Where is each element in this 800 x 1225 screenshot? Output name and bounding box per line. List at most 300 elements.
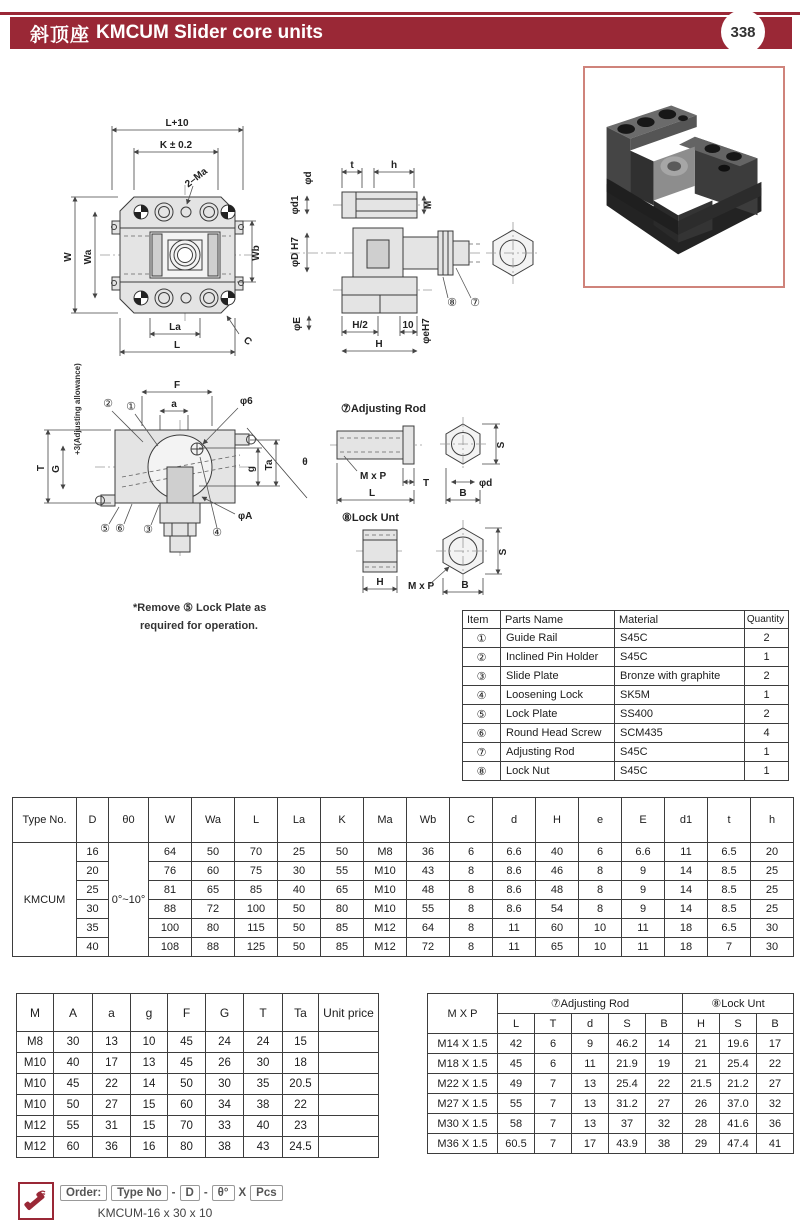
column-header: d — [493, 798, 536, 843]
table-cell: 50 — [278, 938, 321, 957]
table-cell: 100 — [235, 900, 278, 919]
dim-label-dh7: φD H7 — [290, 237, 301, 267]
adjusting-allowance-note: +3(Adjusting allowance) — [73, 363, 82, 455]
column-header: T — [535, 1014, 572, 1034]
dim-label-wb: Wb — [251, 245, 262, 261]
table-cell: M30 X 1.5 — [428, 1114, 498, 1134]
table-cell: 8.6 — [493, 862, 536, 881]
table-cell: M12 — [17, 1137, 54, 1158]
table-cell: M10 — [17, 1053, 54, 1074]
dim-label-tcap: T — [36, 464, 47, 472]
table-cell: 50 — [278, 919, 321, 938]
dim-label-nut-h: H — [376, 577, 384, 588]
table-cell: ③ — [463, 667, 501, 686]
technical-drawings — [0, 55, 580, 640]
table-cell: 18 — [665, 919, 708, 938]
column-header: G — [206, 994, 244, 1032]
table-cell: Slide Plate — [501, 667, 615, 686]
order-format-row — [60, 1185, 283, 1201]
table-cell: 38 — [206, 1137, 244, 1158]
table-cell: 49 — [498, 1074, 535, 1094]
table-cell: 81 — [149, 881, 192, 900]
table-cell: 6 — [535, 1034, 572, 1054]
table-row — [463, 667, 789, 686]
table-cell: 50 — [192, 843, 235, 862]
column-header: d1 — [665, 798, 708, 843]
column-header: Material — [615, 611, 745, 629]
table-cell: 30 — [751, 938, 794, 957]
dim-label-k: K ± 0.2 — [159, 140, 193, 151]
column-header: W — [149, 798, 192, 843]
callout-2: ② — [103, 398, 113, 410]
table-cell: 8 — [450, 900, 493, 919]
table-cell: M12 — [17, 1116, 54, 1137]
table-cell: 50 — [54, 1095, 93, 1116]
table-cell: S45C — [615, 762, 745, 781]
table-cell: 22 — [757, 1054, 794, 1074]
table-cell: 16 — [131, 1137, 168, 1158]
table-cell: 9 — [572, 1034, 609, 1054]
table-cell: 45 — [168, 1053, 206, 1074]
table-cell: 13 — [93, 1032, 131, 1053]
table-cell: 17 — [93, 1053, 131, 1074]
table-cell: M8 — [17, 1032, 54, 1053]
table-cell: 32 — [757, 1094, 794, 1114]
table-cell: 10 — [579, 938, 622, 957]
table-cell: ① — [463, 629, 501, 648]
table-cell: 36 — [93, 1137, 131, 1158]
table-cell: 60 — [168, 1095, 206, 1116]
table-cell: 10 — [131, 1032, 168, 1053]
table-row — [463, 629, 789, 648]
column-header: B — [757, 1014, 794, 1034]
table-cell: 8.5 — [708, 862, 751, 881]
table-cell: 13 — [131, 1053, 168, 1074]
table-cell: 1 — [745, 686, 789, 705]
table-cell: 6 — [579, 843, 622, 862]
table-cell: 11 — [665, 843, 708, 862]
table-cell: 8 — [579, 900, 622, 919]
table-cell: 1 — [745, 743, 789, 762]
table-cell-span: KMCUM — [13, 843, 77, 957]
dim-label-h2: H/2 — [352, 320, 368, 331]
side-view-drawing — [36, 363, 308, 558]
table-row — [463, 762, 789, 781]
table-cell: 25 — [751, 900, 794, 919]
table-cell: 27 — [93, 1095, 131, 1116]
table-cell: 16 — [77, 843, 109, 862]
dim-label-h: h — [390, 160, 398, 171]
order-separator: X — [238, 1187, 247, 1199]
table-cell: 80 — [168, 1137, 206, 1158]
table-cell: 11 — [572, 1054, 609, 1074]
table-cell: 43.9 — [609, 1134, 646, 1154]
dim-label-hh: H — [375, 339, 383, 350]
table-cell: Lock Plate — [501, 705, 615, 724]
callout-4: ④ — [212, 527, 222, 539]
table-cell: 60 — [54, 1137, 93, 1158]
table-cell: 27 — [757, 1074, 794, 1094]
table-cell: 6 — [535, 1054, 572, 1074]
table-cell: 50 — [321, 843, 364, 862]
dim-label-l: L — [173, 340, 181, 351]
table-cell: ② — [463, 648, 501, 667]
table-cell: 25 — [77, 881, 109, 900]
table-cell: 21 — [683, 1054, 720, 1074]
table-cell: SS400 — [615, 705, 745, 724]
table-cell: 7 — [535, 1114, 572, 1134]
table-cell: 38 — [244, 1095, 283, 1116]
table-cell: M10 — [364, 900, 407, 919]
table-cell: 25.4 — [720, 1054, 757, 1074]
table-cell: 41.6 — [720, 1114, 757, 1134]
dim-label-rod-b: B — [459, 488, 467, 499]
table-cell: 55 — [54, 1116, 93, 1137]
dim-label-10: 10 — [402, 320, 414, 331]
table-cell: 13 — [572, 1114, 609, 1134]
table-cell: 21 — [683, 1034, 720, 1054]
table-cell: 75 — [235, 862, 278, 881]
order-separator: - — [171, 1187, 176, 1199]
table-cell: 55 — [321, 862, 364, 881]
dim-label-rod-phid: φd — [479, 478, 493, 489]
table-header-row — [17, 994, 379, 1032]
table-cell: 27 — [646, 1094, 683, 1114]
table-cell: M12 — [364, 919, 407, 938]
table-cell: 25 — [278, 843, 321, 862]
table-cell: 35 — [244, 1074, 283, 1095]
table-cell: 35 — [77, 919, 109, 938]
table-cell: 36 — [407, 843, 450, 862]
table-cell: 60 — [192, 862, 235, 881]
product-photo — [583, 66, 785, 288]
table-cell: 20.5 — [283, 1074, 319, 1095]
column-header: d — [572, 1014, 609, 1034]
table-cell: 76 — [149, 862, 192, 881]
dim-label-wa: Wa — [83, 249, 94, 265]
column-header: M X P — [428, 994, 498, 1034]
table-cell: 6.5 — [708, 843, 751, 862]
order-field-d: D — [180, 1185, 200, 1201]
mounting-dimension-table — [16, 993, 379, 1158]
table-cell: 45 — [54, 1074, 93, 1095]
table-cell: 8.5 — [708, 900, 751, 919]
table-cell: 11 — [493, 919, 536, 938]
phone-icon-box — [18, 1182, 54, 1220]
remove-lock-plate-note-line2: required for operation. — [140, 620, 258, 632]
table-cell: 33 — [206, 1116, 244, 1137]
table-cell: M14 X 1.5 — [428, 1034, 498, 1054]
table-cell: 7 — [535, 1074, 572, 1094]
table-row — [463, 686, 789, 705]
dim-label-a: a — [171, 399, 177, 410]
column-header: a — [93, 994, 131, 1032]
dim-label-ta: Ta — [264, 459, 275, 471]
table-row — [17, 1053, 379, 1074]
table-cell: 80 — [321, 900, 364, 919]
table-cell: 22 — [283, 1095, 319, 1116]
order-field-pcs: Pcs — [250, 1185, 282, 1201]
product-photo-render — [585, 68, 783, 286]
table-cell: 108 — [149, 938, 192, 957]
table-cell: 7 — [535, 1094, 572, 1114]
table-cell: 30 — [77, 900, 109, 919]
dim-label-theta: θ — [302, 457, 308, 468]
main-dimension-table — [12, 797, 794, 957]
page-title-chinese: 斜顶座 — [30, 24, 91, 46]
table-cell: 21.5 — [683, 1074, 720, 1094]
table-cell: 18 — [665, 938, 708, 957]
table-cell: 17 — [757, 1034, 794, 1054]
table-cell — [319, 1074, 379, 1095]
table-cell: 14 — [131, 1074, 168, 1095]
table-cell: 85 — [235, 881, 278, 900]
page-title: KMCUM Slider core units — [96, 22, 323, 43]
table-cell: 70 — [235, 843, 278, 862]
adjusting-rod-lock-nut-table — [427, 993, 794, 1154]
table-row — [428, 1094, 794, 1114]
table-cell: 8.6 — [493, 881, 536, 900]
lock-nut-title: ⑧Lock Unt — [342, 512, 399, 524]
table-cell: 55 — [407, 900, 450, 919]
column-header: K — [321, 798, 364, 843]
dim-label-phi6: φ6 — [240, 396, 253, 407]
table-cell: 11 — [622, 938, 665, 957]
table-cell: 6 — [450, 843, 493, 862]
column-header: θ0 — [109, 798, 149, 843]
table-row — [428, 1054, 794, 1074]
table-cell: 15 — [131, 1095, 168, 1116]
column-header: H — [683, 1014, 720, 1034]
table-cell: 65 — [192, 881, 235, 900]
column-header: F — [168, 994, 206, 1032]
table-cell: 9 — [622, 881, 665, 900]
table-cell: S45C — [615, 743, 745, 762]
table-cell: 70 — [168, 1116, 206, 1137]
table-cell: 64 — [149, 843, 192, 862]
table-cell: 72 — [407, 938, 450, 957]
table-cell: 7 — [535, 1134, 572, 1154]
table-cell: 13 — [572, 1094, 609, 1114]
column-header: H — [536, 798, 579, 843]
dim-label-l10: L+10 — [165, 118, 189, 129]
table-cell: 64 — [407, 919, 450, 938]
table-cell: ⑧ — [463, 762, 501, 781]
table-cell: 8.5 — [708, 881, 751, 900]
table-cell: 40 — [278, 881, 321, 900]
table-cell: 65 — [536, 938, 579, 957]
table-cell: 125 — [235, 938, 278, 957]
table-row — [428, 1034, 794, 1054]
table-cell: 30 — [244, 1053, 283, 1074]
dim-label-la: La — [169, 322, 181, 333]
table-cell: 100 — [149, 919, 192, 938]
table-cell: 6.6 — [622, 843, 665, 862]
table-cell: 48 — [536, 881, 579, 900]
table-cell: 25 — [751, 862, 794, 881]
table-cell: ④ — [463, 686, 501, 705]
table-cell: 30 — [751, 919, 794, 938]
table-cell: 40 — [77, 938, 109, 957]
callout-6: ⑥ — [115, 523, 125, 535]
table-cell: 10 — [579, 919, 622, 938]
table-cell: 36 — [757, 1114, 794, 1134]
callout-1: ① — [126, 401, 136, 413]
group-header-lock-nut: ⑧Lock Unt — [683, 994, 794, 1014]
column-header: S — [609, 1014, 646, 1034]
table-cell: 60.5 — [498, 1134, 535, 1154]
table-cell: 8 — [450, 919, 493, 938]
table-cell: M18 X 1.5 — [428, 1054, 498, 1074]
adjusting-rod-title: ⑦Adjusting Rod — [341, 403, 427, 415]
table-cell: Guide Rail — [501, 629, 615, 648]
table-cell: Inclined Pin Holder — [501, 648, 615, 667]
column-header: e — [579, 798, 622, 843]
table-cell: 1 — [745, 648, 789, 667]
table-cell: M27 X 1.5 — [428, 1094, 498, 1114]
top-accent-line — [0, 12, 800, 15]
table-cell: 9 — [622, 900, 665, 919]
dim-label-c: C — [241, 334, 254, 348]
table-cell: 20 — [77, 862, 109, 881]
table-cell: 18 — [283, 1053, 319, 1074]
adjusting-rod-drawing — [330, 403, 507, 504]
page-number-badge: 338 — [721, 10, 765, 54]
table-cell: 21.9 — [609, 1054, 646, 1074]
column-header: D — [77, 798, 109, 843]
table-cell: 47.4 — [720, 1134, 757, 1154]
table-cell: 45 — [168, 1032, 206, 1053]
table-cell: 50 — [168, 1074, 206, 1095]
table-cell: 37 — [609, 1114, 646, 1134]
table-cell: 26 — [683, 1094, 720, 1114]
counterbore-hole-icon — [221, 291, 235, 305]
table-cell: 24 — [244, 1032, 283, 1053]
table-cell: Bronze with graphite — [615, 667, 745, 686]
table-row — [463, 648, 789, 667]
dim-label-nut-mxp: M x P — [408, 581, 435, 592]
column-header: Parts Name — [501, 611, 615, 629]
column-header: A — [54, 994, 93, 1032]
remove-lock-plate-note-line1: *Remove ⑤ Lock Plate as — [133, 602, 267, 614]
table-cell — [319, 1032, 379, 1053]
table-row — [428, 1074, 794, 1094]
table-cell: 7 — [708, 938, 751, 957]
table-cell: 24.5 — [283, 1137, 319, 1158]
table-cell: ⑥ — [463, 724, 501, 743]
table-cell: 22 — [646, 1074, 683, 1094]
column-header: Quantity — [745, 611, 789, 629]
table-row — [463, 705, 789, 724]
table-cell: 32 — [646, 1114, 683, 1134]
table-cell: 24 — [206, 1032, 244, 1053]
table-cell: 34 — [206, 1095, 244, 1116]
table-cell: 54 — [536, 900, 579, 919]
table-cell: 85 — [321, 919, 364, 938]
table-cell — [319, 1095, 379, 1116]
table-cell: 8 — [579, 881, 622, 900]
section-view-drawing — [290, 160, 540, 351]
table-cell: Loosening Lock — [501, 686, 615, 705]
table-cell: 2 — [745, 629, 789, 648]
dim-label-w: W — [63, 252, 74, 262]
dim-label-2ma: 2–Ma — [183, 165, 210, 191]
column-header: L — [235, 798, 278, 843]
callout-5: ⑤ — [100, 523, 110, 535]
table-cell: 26 — [206, 1053, 244, 1074]
table-cell: 88 — [192, 938, 235, 957]
table-cell: M10 — [17, 1074, 54, 1095]
order-example: KMCUM-16 x 30 x 10 — [97, 1206, 213, 1220]
table-header-row — [428, 994, 794, 1014]
column-header: Item — [463, 611, 501, 629]
table-cell: 15 — [283, 1032, 319, 1053]
dim-label-nut-s: S — [498, 548, 509, 556]
column-header: B — [646, 1014, 683, 1034]
table-cell: 25 — [751, 881, 794, 900]
plan-view-drawing — [63, 118, 262, 356]
column-header: L — [498, 1014, 535, 1034]
column-header: T — [244, 994, 283, 1032]
table-cell: 4 — [745, 724, 789, 743]
table-cell: 29 — [683, 1134, 720, 1154]
table-cell: 14 — [665, 881, 708, 900]
table-cell: Lock Nut — [501, 762, 615, 781]
table-row — [17, 1032, 379, 1053]
column-header: Ta — [283, 994, 319, 1032]
table-cell: 2 — [745, 667, 789, 686]
table-cell: 13 — [572, 1074, 609, 1094]
dim-label-f: F — [173, 380, 181, 391]
table-cell: 43 — [244, 1137, 283, 1158]
table-row — [17, 1116, 379, 1137]
column-header: t — [708, 798, 751, 843]
table-cell: 8 — [450, 938, 493, 957]
table-cell: 8 — [450, 881, 493, 900]
table-row — [17, 1137, 379, 1158]
column-header: S — [720, 1014, 757, 1034]
table-cell: 40 — [536, 843, 579, 862]
callout-3: ③ — [143, 524, 153, 536]
column-header: Wa — [192, 798, 235, 843]
table-row — [428, 1114, 794, 1134]
table-row — [13, 843, 794, 862]
table-cell: 45 — [498, 1054, 535, 1074]
dim-label-phia: φA — [238, 511, 253, 522]
table-cell: 2 — [745, 705, 789, 724]
table-cell: 28 — [683, 1114, 720, 1134]
table-cell: 11 — [493, 938, 536, 957]
column-header: M — [17, 994, 54, 1032]
table-cell: 8 — [450, 862, 493, 881]
table-cell: 40 — [244, 1116, 283, 1137]
counterbore-hole-icon — [221, 205, 235, 219]
table-cell-span: 0°~10° — [109, 843, 149, 957]
table-cell: 72 — [192, 900, 235, 919]
table-cell: 19.6 — [720, 1034, 757, 1054]
table-cell — [319, 1137, 379, 1158]
table-cell: 88 — [149, 900, 192, 919]
table-cell — [319, 1116, 379, 1137]
table-header-row — [13, 798, 794, 843]
table-cell: 40 — [54, 1053, 93, 1074]
table-cell: 6.5 — [708, 919, 751, 938]
column-header: Unit price — [319, 994, 379, 1032]
column-header: E — [622, 798, 665, 843]
table-cell: 20 — [751, 843, 794, 862]
table-cell: 55 — [498, 1094, 535, 1114]
table-cell: 1 — [745, 762, 789, 781]
